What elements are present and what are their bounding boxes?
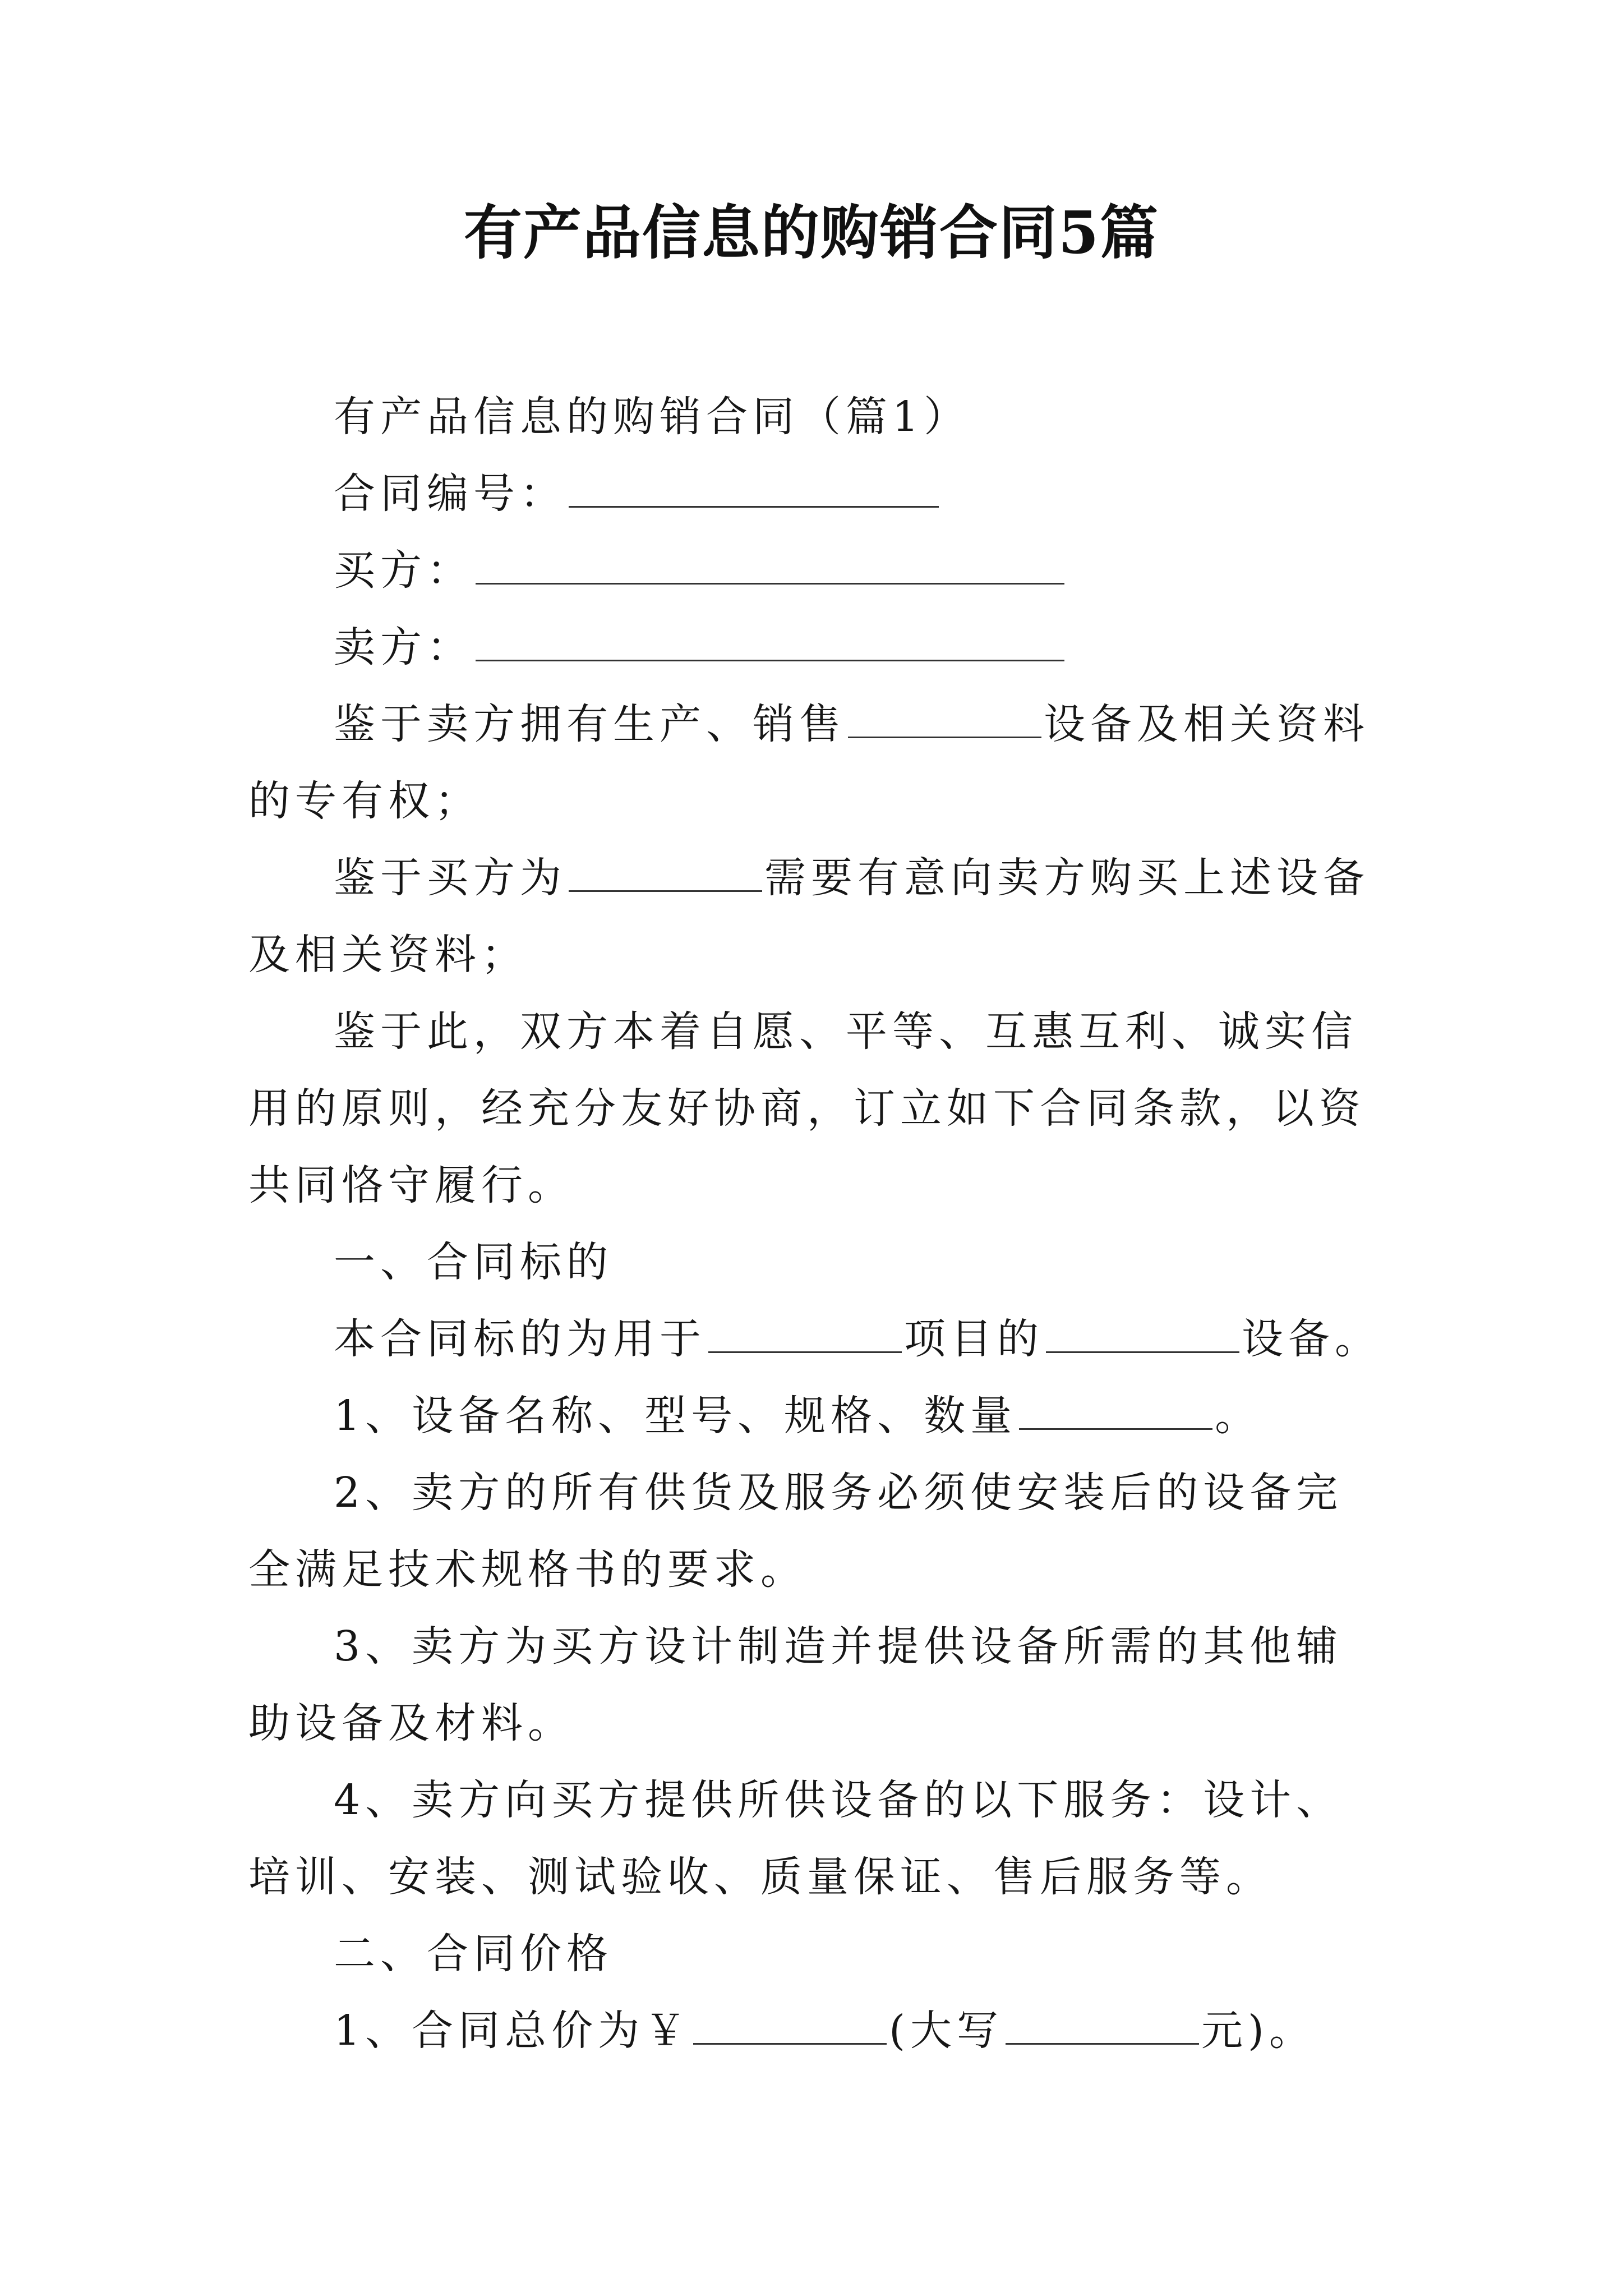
subject-text-c: 设备。 (1242, 1315, 1381, 1363)
item-1-text-b: 。 (1215, 1392, 1262, 1440)
document-body (248, 379, 1381, 2069)
recital-1-text-a: 鉴于卖方拥有生产、销售 (334, 700, 846, 748)
buyer-label: 买方： (334, 546, 473, 595)
item-1-text-a: 1、设备名称、型号、规格、数量 (334, 1392, 1017, 1440)
seller-line (248, 609, 1381, 686)
recital-1-text-b: 设备及相关资料的专有权； (248, 700, 1370, 825)
list-item-3: 3、卖方为买方设计制造并提供设备所需的其他辅助设备及材料。 (248, 1622, 1343, 1747)
subject-paragraph (248, 1301, 1381, 1378)
price-line (248, 1993, 1381, 2069)
recital-2-blank (569, 844, 762, 892)
section-heading-price: 二、合同价格 (334, 1930, 613, 1978)
recital-2-text-b: 需要有意向卖方购买上述设备及相关资料； (248, 854, 1370, 979)
section-heading-subject: 一、合同标的 (334, 1238, 613, 1286)
list-item-1 (248, 1378, 1381, 1455)
contract-number-label: 合同编号： (334, 470, 566, 518)
price-text-a: 1、合同总价为￥ (334, 2007, 691, 2055)
item-1-blank (1019, 1382, 1212, 1430)
buyer-line (248, 532, 1381, 609)
contract-number-blank (569, 460, 939, 508)
recital-paragraph-1 (248, 686, 1381, 840)
recital-paragraph-3: 鉴于此，双方本着自愿、平等、互惠互利、诚实信用的原则，经充分友好协商，订立如下合同条款，以资共同恪守履行。 (248, 1007, 1366, 1209)
subject-text-a: 本合同标的为用于 (334, 1315, 706, 1363)
contract-number-line (248, 455, 1381, 532)
recital-1-blank (848, 691, 1041, 738)
document-title: 有产品信息的购销合同5篇 (463, 198, 1160, 267)
price-amount-blank (693, 1997, 887, 2045)
subject-project-blank (708, 1305, 902, 1353)
list-item-2: 2、卖方的所有供货及服务必须使安装后的设备完全满足技术规格书的要求。 (248, 1469, 1343, 1594)
seller-label: 卖方： (334, 623, 473, 671)
price-text-c: 元)。 (1201, 2007, 1316, 2055)
recital-2-text-a: 鉴于买方为 (334, 854, 566, 902)
list-item-4: 4、卖方向买方提供所供设备的以下服务：设计、培训、安装、测试验收、质量保证、售后服务等。 (248, 1776, 1343, 1901)
subject-equipment-blank (1046, 1305, 1239, 1353)
recital-paragraph-2 (248, 840, 1381, 993)
buyer-blank (476, 537, 1064, 585)
price-words-blank (1006, 1997, 1199, 2045)
subject-text-b: 项目的 (904, 1315, 1044, 1363)
price-text-b: (大写 (889, 2007, 1003, 2055)
seller-blank (476, 614, 1064, 661)
section-heading: 有产品信息的购销合同（篇1） (334, 393, 971, 441)
